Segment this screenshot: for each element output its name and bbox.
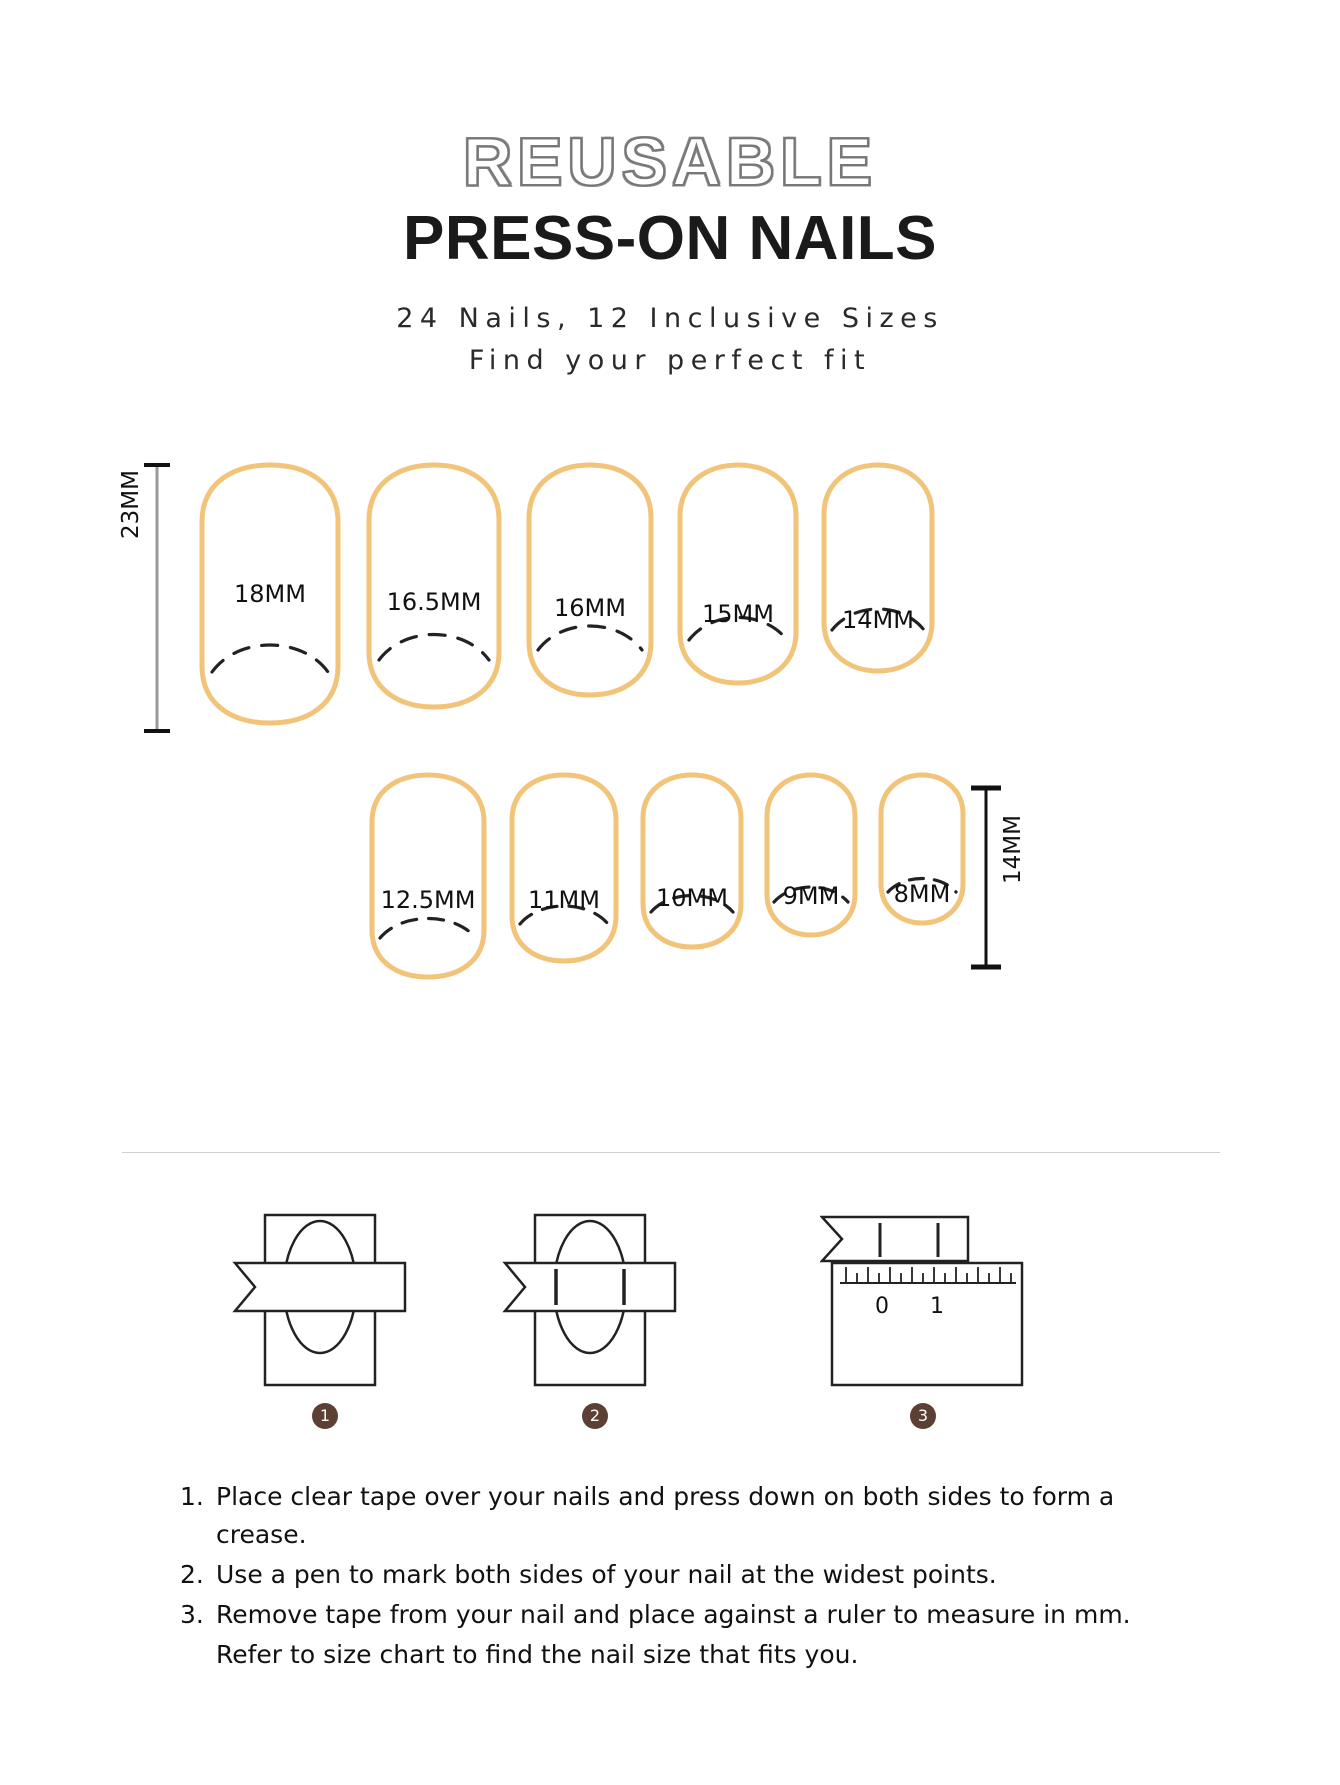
instruction-item <box>180 1556 1180 1594</box>
nail-size-label: 12.5MM <box>380 886 476 914</box>
step-number-badge: 3 <box>910 1403 936 1429</box>
nail-size-label: 16.5MM <box>386 588 482 616</box>
nail-row-small <box>362 770 980 982</box>
nail-size-label: 9MM <box>782 882 840 910</box>
nail-swatch <box>758 770 864 940</box>
mark-nail-edges-icon <box>500 1205 690 1395</box>
instruction-number: 1. <box>180 1482 204 1511</box>
nail-size-label: 16MM <box>554 594 626 622</box>
nail-size-label: 14MM <box>842 606 914 634</box>
nail-outline-icon <box>362 770 494 982</box>
nail-swatch <box>358 460 510 712</box>
page-title: PRESS-ON NAILS <box>402 204 938 273</box>
nail-swatch <box>872 770 972 928</box>
instruction-number: 3. <box>180 1600 204 1629</box>
instruction-number: 2. <box>180 1560 204 1589</box>
nail-outline-icon <box>502 770 626 966</box>
instruction-item <box>180 1478 1180 1554</box>
subtitle-line-1: 24 Nails, 12 Inclusive Sizes <box>396 303 944 334</box>
nail-size-label: 10MM <box>656 884 728 912</box>
instruction-text: Place clear tape over your nails and press down on both sides to form a crease. <box>216 1482 1115 1549</box>
header <box>0 0 1340 382</box>
how-to-measure-steps <box>0 1205 1340 1455</box>
nail-outline-icon <box>634 770 750 952</box>
nail-outline-icon <box>358 460 510 712</box>
height-ruler-top-row <box>120 462 170 738</box>
ruler-label-zero: 0 <box>875 1294 889 1319</box>
nail-swatch <box>670 460 806 688</box>
nail-size-label: 18MM <box>234 580 306 608</box>
nail-outline-icon <box>814 460 942 676</box>
ruler-measure-icon <box>820 1205 1035 1395</box>
step-2-illustration <box>500 1205 690 1425</box>
nail-outline-icon <box>758 770 864 940</box>
outline-title: REUSABLE <box>462 124 878 200</box>
step-number-badge: 2 <box>582 1403 608 1429</box>
nail-size-label: 11MM <box>528 886 600 914</box>
section-divider <box>122 1152 1220 1153</box>
nail-swatch <box>190 460 350 728</box>
nail-swatch <box>518 460 662 700</box>
nail-size-chart <box>0 440 1340 1020</box>
nail-size-label: 15MM <box>702 600 774 628</box>
height-label-top: 23MM <box>118 470 144 539</box>
nail-outline-icon <box>670 460 806 688</box>
nail-outline-icon <box>518 460 662 700</box>
height-ruler-bottom-row <box>968 785 1026 974</box>
nail-swatch <box>814 460 942 676</box>
step-number-badge: 1 <box>312 1403 338 1429</box>
height-label-bottom: 14MM <box>1000 815 1026 884</box>
tape-over-nail-icon <box>230 1205 420 1395</box>
instruction-continuation: Refer to size chart to find the nail size that fits you. <box>216 1640 859 1669</box>
nail-swatch <box>502 770 626 966</box>
subtitle <box>0 298 1340 382</box>
step-1-illustration <box>230 1205 420 1425</box>
step-3-illustration <box>820 1205 1035 1425</box>
nail-row-large <box>190 460 950 728</box>
subtitle-line-2: Find your perfect fit <box>468 344 872 376</box>
nail-size-label: 8MM <box>893 880 951 908</box>
ruler-label-one: 1 <box>930 1294 944 1319</box>
nail-swatch <box>362 770 494 982</box>
instructions-list <box>180 1478 1180 1674</box>
instruction-item <box>180 1596 1180 1634</box>
instruction-text: Remove tape from your nail and place against a ruler to measure in mm. <box>216 1600 1131 1629</box>
instruction-text: Use a pen to mark both sides of your nail at the widest points. <box>216 1560 997 1589</box>
nail-swatch <box>634 770 750 952</box>
